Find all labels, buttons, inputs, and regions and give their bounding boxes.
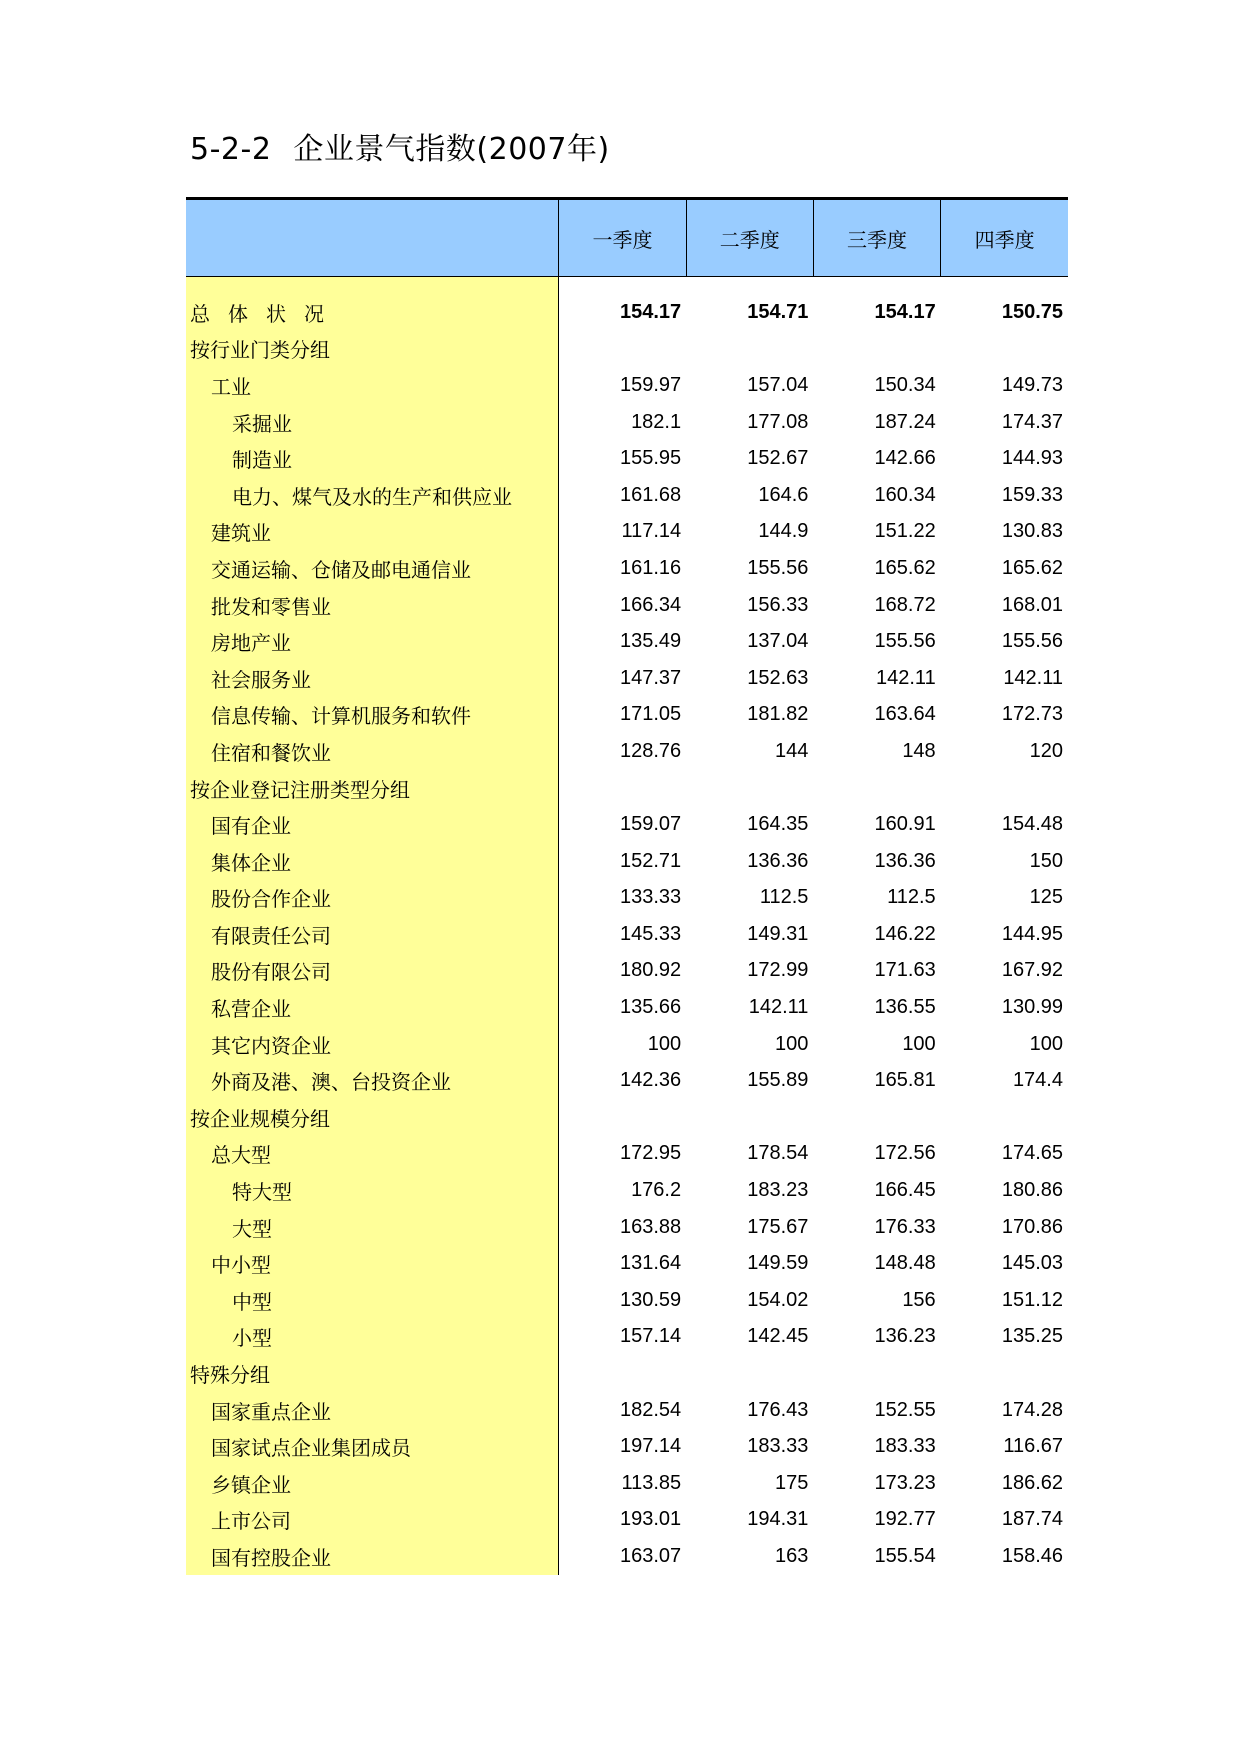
- value-cell-q4: 180.86: [1001, 1179, 1063, 1202]
- value-cell-q2: 164.6: [758, 483, 809, 506]
- value-cell-q3: [813, 1099, 940, 1136]
- value-cell-q2: [686, 770, 813, 807]
- value-cell-q1: [559, 331, 686, 368]
- value-cell-q3: 142.11: [876, 666, 936, 689]
- value-cell-q1: 159.97: [619, 373, 682, 396]
- value-cell-q3: 168.72: [874, 593, 936, 616]
- value-cell-q3: 183.33: [874, 1435, 936, 1458]
- value-cell-q3: 166.45: [874, 1179, 936, 1202]
- value-cell-q4: [941, 770, 1068, 807]
- value-cell-q4: [941, 1355, 1068, 1392]
- table-row: [186, 1502, 1068, 1539]
- value-cell-q3: 154.17: [874, 300, 936, 323]
- value-cell-q3: 187.24: [874, 410, 936, 433]
- value-cell-q3: 136.23: [874, 1325, 936, 1348]
- row-label: 其它内资企业: [186, 1026, 559, 1063]
- value-cell-q3: 136.36: [874, 849, 936, 872]
- value-cell-q4: 172.73: [1001, 703, 1063, 726]
- value-cell-q4: 130.83: [1001, 520, 1063, 543]
- table-row: [186, 843, 1068, 880]
- row-label: 股份合作企业: [186, 880, 559, 917]
- value-cell-q2: 172.99: [747, 959, 809, 982]
- value-cell-q1: 135.66: [619, 996, 682, 1019]
- value-cell-q2: 155.89: [747, 1069, 809, 1092]
- value-cell-q2: 144.9: [758, 520, 809, 543]
- value-cell-q1: 161.16: [619, 556, 682, 579]
- value-cell-q3: 165.62: [874, 556, 936, 579]
- table-row: [186, 404, 1068, 441]
- row-label: 总大型: [186, 1136, 559, 1173]
- value-cell-q2: 178.54: [747, 1142, 809, 1165]
- row-label: 国有控股企业: [186, 1538, 559, 1575]
- table-number: 5-2-2: [190, 132, 272, 167]
- column-header-q1: 一季度: [559, 199, 686, 277]
- value-cell-q2: 157.04: [747, 373, 809, 396]
- table-row: [186, 514, 1068, 551]
- value-cell-q1: [559, 1355, 686, 1392]
- value-cell-q1: 147.37: [619, 666, 682, 689]
- value-cell-q4: 150: [1029, 849, 1063, 872]
- table-row: [186, 1099, 1068, 1136]
- value-cell-q3: 192.77: [874, 1508, 936, 1531]
- value-cell-q1: 152.71: [619, 849, 682, 872]
- row-label: 国家重点企业: [186, 1392, 559, 1429]
- value-cell-q2: [686, 1355, 813, 1392]
- table-row: [186, 623, 1068, 660]
- value-cell-q2: 164.35: [747, 813, 809, 836]
- value-cell-q3: 176.33: [874, 1215, 936, 1238]
- row-label: 交通运输、仓储及邮电通信业: [186, 550, 559, 587]
- value-cell-q1: 163.88: [619, 1215, 682, 1238]
- value-cell-q2: 149.59: [747, 1252, 809, 1275]
- value-cell-q2: 142.11: [748, 996, 809, 1019]
- value-cell-q4: 125: [1029, 886, 1063, 909]
- table-row: [186, 294, 1068, 331]
- row-label: 小型: [186, 1319, 559, 1356]
- value-cell-q2: 112.5: [759, 886, 809, 909]
- spacer-cell: [559, 277, 686, 295]
- value-cell-q2: 175: [775, 1471, 809, 1494]
- table-row: [186, 1319, 1068, 1356]
- value-cell-q3: [813, 1355, 940, 1392]
- row-label: 特大型: [186, 1172, 559, 1209]
- column-header-q4: 四季度: [941, 199, 1068, 277]
- value-cell-q4: 142.11: [1003, 666, 1063, 689]
- table-row: [186, 1428, 1068, 1465]
- row-label: 制造业: [186, 440, 559, 477]
- page-title: [190, 124, 610, 168]
- table-row: [186, 806, 1068, 843]
- row-label: 住宿和餐饮业: [186, 733, 559, 770]
- value-cell-q4: 165.62: [1001, 556, 1063, 579]
- row-label: 按行业门类分组: [186, 331, 559, 368]
- spacer-row: [186, 277, 1068, 295]
- row-label: 大型: [186, 1209, 559, 1246]
- value-cell-q4: 167.92: [1001, 959, 1063, 982]
- value-cell-q3: 112.5: [887, 886, 936, 909]
- value-cell-q1: 182.1: [631, 410, 682, 433]
- row-label: 中型: [186, 1282, 559, 1319]
- value-cell-q4: 159.33: [1001, 483, 1063, 506]
- value-cell-q4: 120: [1029, 739, 1063, 762]
- value-cell-q4: 150.75: [1001, 300, 1063, 323]
- value-cell-q3: 156: [902, 1288, 936, 1311]
- row-label: 国有企业: [186, 806, 559, 843]
- value-cell-q2: 194.31: [747, 1508, 809, 1531]
- table-row: [186, 916, 1068, 953]
- value-cell-q4: 186.62: [1001, 1471, 1063, 1494]
- value-cell-q1: 157.14: [619, 1325, 682, 1348]
- value-cell-q1: 176.2: [631, 1179, 682, 1202]
- value-cell-q4: 154.48: [1001, 813, 1063, 836]
- value-cell-q1: 197.14: [619, 1435, 682, 1458]
- value-cell-q2: 181.82: [747, 703, 809, 726]
- table-row: [186, 1026, 1068, 1063]
- value-cell-q4: 158.46: [1001, 1544, 1063, 1567]
- table-row: [186, 1355, 1068, 1392]
- header-row: [186, 199, 1068, 277]
- table-row: [186, 1465, 1068, 1502]
- value-cell-q3: 136.55: [874, 996, 936, 1019]
- table-row: [186, 697, 1068, 734]
- value-cell-q1: 133.33: [619, 886, 682, 909]
- value-cell-q3: 148: [902, 739, 936, 762]
- value-cell-q4: 155.56: [1001, 630, 1063, 653]
- column-header-q3: 三季度: [813, 199, 940, 277]
- value-cell-q2: 152.63: [747, 666, 809, 689]
- value-cell-q2: 163: [775, 1544, 809, 1567]
- value-cell-q4: 144.93: [1001, 447, 1063, 470]
- row-label: 批发和零售业: [186, 587, 559, 624]
- value-cell-q3: 173.23: [874, 1471, 936, 1494]
- value-cell-q2: 155.56: [747, 556, 809, 579]
- value-cell-q2: 177.08: [747, 410, 809, 433]
- value-cell-q3: 146.22: [874, 922, 936, 945]
- spacer-label-cell: [186, 277, 559, 295]
- value-cell-q1: 161.68: [619, 483, 682, 506]
- value-cell-q4: 174.4: [1012, 1069, 1063, 1092]
- row-label: 上市公司: [186, 1502, 559, 1539]
- index-table-container: [186, 197, 1068, 1575]
- row-label: 总体状况: [186, 294, 559, 331]
- value-cell-q1: 145.33: [619, 922, 682, 945]
- row-label: 采掘业: [186, 404, 559, 441]
- value-cell-q4: 168.01: [1001, 593, 1063, 616]
- value-cell-q1: 117.14: [621, 520, 682, 543]
- value-cell-q4: 170.86: [1001, 1215, 1063, 1238]
- spacer-cell: [813, 277, 940, 295]
- value-cell-q4: 174.28: [1001, 1398, 1063, 1421]
- table-row: [186, 953, 1068, 990]
- value-cell-q3: 165.81: [874, 1069, 936, 1092]
- value-cell-q3: 155.54: [874, 1544, 936, 1567]
- value-cell-q1: 100: [647, 1032, 682, 1055]
- value-cell-q2: 152.67: [747, 447, 809, 470]
- value-cell-q2: 154.71: [747, 300, 809, 323]
- value-cell-q4: 174.37: [1001, 410, 1063, 433]
- value-cell-q1: 128.76: [619, 739, 682, 762]
- value-cell-q3: 100: [902, 1032, 936, 1055]
- table-row: [186, 550, 1068, 587]
- table-row: [186, 1062, 1068, 1099]
- value-cell-q2: 183.23: [747, 1179, 809, 1202]
- value-cell-q2: 156.33: [747, 593, 809, 616]
- value-cell-q4: 135.25: [1001, 1325, 1063, 1348]
- table-row: [186, 1245, 1068, 1282]
- spacer-cell: [686, 277, 813, 295]
- row-label: 按企业规模分组: [186, 1099, 559, 1136]
- table-row: [186, 1392, 1068, 1429]
- value-cell-q4: 187.74: [1001, 1508, 1063, 1531]
- value-cell-q4: 144.95: [1001, 922, 1063, 945]
- value-cell-q1: 193.01: [619, 1508, 682, 1531]
- value-cell-q2: 149.31: [747, 922, 809, 945]
- table-body: [186, 277, 1068, 1575]
- table-row: [186, 1209, 1068, 1246]
- value-cell-q3: 171.63: [874, 959, 936, 982]
- value-cell-q1: 142.36: [619, 1069, 682, 1092]
- table-row: [186, 331, 1068, 368]
- row-label: 特殊分组: [186, 1355, 559, 1392]
- table-row: [186, 1538, 1068, 1575]
- value-cell-q2: 136.36: [747, 849, 809, 872]
- row-label: 建筑业: [186, 514, 559, 551]
- row-label: 按企业登记注册类型分组: [186, 770, 559, 807]
- index-table: [186, 197, 1068, 1575]
- table-row: [186, 587, 1068, 624]
- value-cell-q1: 163.07: [619, 1544, 682, 1567]
- row-label: 有限责任公司: [186, 916, 559, 953]
- row-label: 中小型: [186, 1245, 559, 1282]
- row-label: 股份有限公司: [186, 953, 559, 990]
- value-cell-q2: 183.33: [747, 1435, 809, 1458]
- value-cell-q1: 172.95: [619, 1142, 682, 1165]
- row-label: 集体企业: [186, 843, 559, 880]
- table-row: [186, 440, 1068, 477]
- value-cell-q3: 155.56: [874, 630, 936, 653]
- value-cell-q2: 100: [775, 1032, 809, 1055]
- table-row: [186, 770, 1068, 807]
- table-row: [186, 660, 1068, 697]
- value-cell-q2: 154.02: [747, 1288, 809, 1311]
- value-cell-q1: [559, 770, 686, 807]
- value-cell-q1: 182.54: [619, 1398, 682, 1421]
- row-label: 国家试点企业集团成员: [186, 1428, 559, 1465]
- value-cell-q4: 145.03: [1001, 1252, 1063, 1275]
- value-cell-q1: 171.05: [619, 703, 682, 726]
- value-cell-q2: 142.45: [747, 1325, 809, 1348]
- value-cell-q3: 160.34: [874, 483, 936, 506]
- table-row: [186, 477, 1068, 514]
- value-cell-q4: [941, 331, 1068, 368]
- table-row: [186, 733, 1068, 770]
- value-cell-q3: 150.34: [874, 373, 936, 396]
- table-row: [186, 367, 1068, 404]
- value-cell-q3: [813, 770, 940, 807]
- header-corner: [186, 199, 559, 277]
- row-label: 社会服务业: [186, 660, 559, 697]
- value-cell-q4: 100: [1029, 1032, 1063, 1055]
- value-cell-q4: 174.65: [1001, 1142, 1063, 1165]
- value-cell-q1: 130.59: [619, 1288, 682, 1311]
- value-cell-q3: 151.22: [874, 520, 936, 543]
- value-cell-q3: 148.48: [874, 1252, 936, 1275]
- value-cell-q4: 116.67: [1003, 1435, 1063, 1458]
- value-cell-q4: [941, 1099, 1068, 1136]
- value-cell-q3: 172.56: [874, 1142, 936, 1165]
- table-row: [186, 1172, 1068, 1209]
- row-label: 房地产业: [186, 623, 559, 660]
- row-label: 乡镇企业: [186, 1465, 559, 1502]
- value-cell-q1: 154.17: [619, 300, 682, 323]
- table-row: [186, 880, 1068, 917]
- value-cell-q4: 149.73: [1001, 373, 1063, 396]
- value-cell-q2: 175.67: [747, 1215, 809, 1238]
- value-cell-q4: 130.99: [1001, 996, 1063, 1019]
- value-cell-q1: 180.92: [619, 959, 682, 982]
- value-cell-q3: 152.55: [874, 1398, 936, 1421]
- value-cell-q2: 137.04: [747, 630, 809, 653]
- value-cell-q1: 131.64: [619, 1252, 682, 1275]
- value-cell-q4: 151.12: [1001, 1288, 1063, 1311]
- row-label: 私营企业: [186, 989, 559, 1026]
- value-cell-q3: 142.66: [874, 447, 936, 470]
- row-label: 电力、煤气及水的生产和供应业: [186, 477, 559, 514]
- value-cell-q1: 159.07: [619, 813, 682, 836]
- table-row: [186, 989, 1068, 1026]
- row-label: 信息传输、计算机服务和软件: [186, 697, 559, 734]
- value-cell-q1: 135.49: [619, 630, 682, 653]
- value-cell-q1: 113.85: [621, 1471, 682, 1494]
- value-cell-q2: 144: [775, 739, 809, 762]
- value-cell-q3: [813, 331, 940, 368]
- value-cell-q1: [559, 1099, 686, 1136]
- table-title: 企业景气指数(2007年): [293, 132, 610, 167]
- spacer-cell: [941, 277, 1068, 295]
- value-cell-q1: 155.95: [619, 447, 682, 470]
- row-label: 外商及港、澳、台投资企业: [186, 1062, 559, 1099]
- value-cell-q1: 166.34: [619, 593, 682, 616]
- table-row: [186, 1282, 1068, 1319]
- value-cell-q2: [686, 331, 813, 368]
- value-cell-q3: 163.64: [874, 703, 936, 726]
- value-cell-q3: 160.91: [874, 813, 936, 836]
- column-header-q2: 二季度: [686, 199, 813, 277]
- value-cell-q2: [686, 1099, 813, 1136]
- row-label: 工业: [186, 367, 559, 404]
- value-cell-q2: 176.43: [747, 1398, 809, 1421]
- table-row: [186, 1136, 1068, 1173]
